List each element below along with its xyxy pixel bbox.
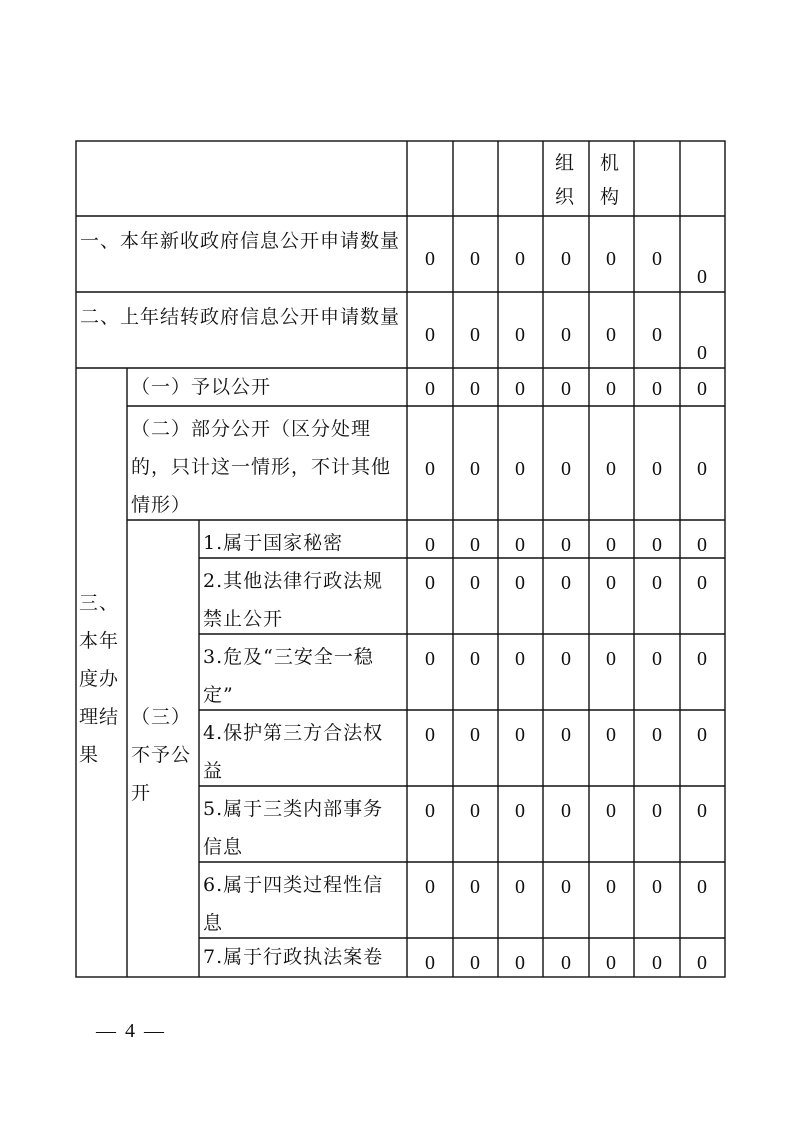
value-sub3-col6: 0 xyxy=(652,648,662,670)
value-s1-col6: 0 xyxy=(652,378,662,400)
value-sub4-col7: 0 xyxy=(697,724,707,746)
value-sub3-col7: 0 xyxy=(697,648,707,670)
value-r2-col5: 0 xyxy=(606,324,616,346)
row-not-disclosed-label: （三）不予公开 xyxy=(131,706,192,804)
section-annual-results-label: 三、本年度办理结果 xyxy=(79,592,120,766)
value-sub3-col2: 0 xyxy=(470,648,480,670)
value-sub5-col6: 0 xyxy=(652,800,662,822)
value-sub6-col4: 0 xyxy=(561,876,571,898)
value-sub2-col4: 0 xyxy=(561,572,571,594)
value-r2-col4: 0 xyxy=(561,324,571,346)
value-sub3-col4: 0 xyxy=(561,648,571,670)
value-r2-col7: 0 xyxy=(697,342,707,364)
value-r1-col6: 0 xyxy=(652,248,662,270)
value-s2-col1: 0 xyxy=(425,458,435,480)
value-s1-col4: 0 xyxy=(561,378,571,400)
value-sub1-col2: 0 xyxy=(470,534,480,556)
value-sub7-col7: 0 xyxy=(697,952,707,974)
value-s2-col3: 0 xyxy=(515,458,525,480)
value-sub4-col6: 0 xyxy=(652,724,662,746)
value-sub6-col3: 0 xyxy=(515,876,525,898)
value-sub1-col6: 0 xyxy=(652,534,662,556)
value-sub2-col2: 0 xyxy=(470,572,480,594)
value-sub2-col1: 0 xyxy=(425,572,435,594)
value-sub5-col3: 0 xyxy=(515,800,525,822)
value-s1-col1: 0 xyxy=(425,378,435,400)
value-s1-col7: 0 xyxy=(697,378,707,400)
row-state-secret-label: 1.属于国家秘密 xyxy=(203,532,344,554)
value-sub5-col7: 0 xyxy=(697,800,707,822)
page-number: — 4 — xyxy=(96,1020,166,1042)
value-s1-col2: 0 xyxy=(470,378,480,400)
value-r2-col2: 0 xyxy=(470,324,480,346)
row-enforcement-file-label: 7.属于行政执法案卷 xyxy=(203,946,384,968)
value-sub6-col6: 0 xyxy=(652,876,662,898)
value-r1-col1: 0 xyxy=(425,248,435,270)
row-new-applications-label: 一、本年新收政府信息公开申请数量 xyxy=(80,230,401,252)
value-sub6-col2: 0 xyxy=(470,876,480,898)
value-sub6-col7: 0 xyxy=(697,876,707,898)
value-sub7-col2: 0 xyxy=(470,952,480,974)
row-internal-affairs-label: 5.属于三类内部事务信息 xyxy=(203,798,384,858)
value-s1-col3: 0 xyxy=(515,378,525,400)
value-r1-col3: 0 xyxy=(515,248,525,270)
value-s2-col5: 0 xyxy=(606,458,616,480)
value-r1-col4: 0 xyxy=(561,248,571,270)
row-partially-disclosed-label: （二）部分公开（区分处理的，只计这一情形，不计其他情形） xyxy=(131,418,392,516)
value-sub4-col1: 0 xyxy=(425,724,435,746)
value-sub1-col5: 0 xyxy=(606,534,616,556)
value-sub6-col5: 0 xyxy=(606,876,616,898)
value-sub7-col1: 0 xyxy=(425,952,435,974)
value-sub5-col2: 0 xyxy=(470,800,480,822)
value-sub3-col3: 0 xyxy=(515,648,525,670)
value-sub7-col6: 0 xyxy=(652,952,662,974)
value-sub4-col2: 0 xyxy=(470,724,480,746)
value-sub1-col3: 0 xyxy=(515,534,525,556)
row-process-info-label: 6.属于四类过程性信息 xyxy=(203,874,384,934)
value-sub2-col3: 0 xyxy=(515,572,525,594)
value-s2-col4: 0 xyxy=(561,458,571,480)
value-sub7-col4: 0 xyxy=(561,952,571,974)
value-r1-col5: 0 xyxy=(606,248,616,270)
value-r2-col3: 0 xyxy=(515,324,525,346)
value-sub5-col1: 0 xyxy=(425,800,435,822)
value-s2-col6: 0 xyxy=(652,458,662,480)
value-sub2-col7: 0 xyxy=(697,572,707,594)
value-r2-col6: 0 xyxy=(652,324,662,346)
value-sub5-col4: 0 xyxy=(561,800,571,822)
value-sub4-col4: 0 xyxy=(561,724,571,746)
value-sub1-col7: 0 xyxy=(697,534,707,556)
value-sub3-col1: 0 xyxy=(425,648,435,670)
value-s2-col7: 0 xyxy=(697,458,707,480)
row-disclosed-label: （一）予以公开 xyxy=(131,376,272,398)
value-sub1-col4: 0 xyxy=(561,534,571,556)
row-three-security-label: 3.危及“三安全一稳定” xyxy=(203,646,374,706)
value-sub2-col6: 0 xyxy=(652,572,662,594)
value-sub7-col3: 0 xyxy=(515,952,525,974)
value-sub5-col5: 0 xyxy=(606,800,616,822)
value-sub4-col3: 0 xyxy=(515,724,525,746)
header-col5-label: 机构 xyxy=(600,152,621,208)
row-third-party-label: 4.保护第三方合法权益 xyxy=(203,722,384,782)
value-r1-col7: 0 xyxy=(697,266,707,288)
value-s1-col5: 0 xyxy=(606,378,616,400)
value-sub2-col5: 0 xyxy=(606,572,616,594)
value-sub7-col5: 0 xyxy=(606,952,616,974)
value-r2-col1: 0 xyxy=(425,324,435,346)
header-col4-label: 组织 xyxy=(555,152,576,208)
value-sub6-col1: 0 xyxy=(425,876,435,898)
value-sub4-col5: 0 xyxy=(606,724,616,746)
row-law-prohibited-label: 2.其他法律行政法规禁止公开 xyxy=(203,570,384,630)
value-r1-col2: 0 xyxy=(470,248,480,270)
value-s2-col2: 0 xyxy=(470,458,480,480)
value-sub1-col1: 0 xyxy=(425,534,435,556)
row-carryover-applications-label: 二、上年结转政府信息公开申请数量 xyxy=(80,306,401,328)
value-sub3-col5: 0 xyxy=(606,648,616,670)
